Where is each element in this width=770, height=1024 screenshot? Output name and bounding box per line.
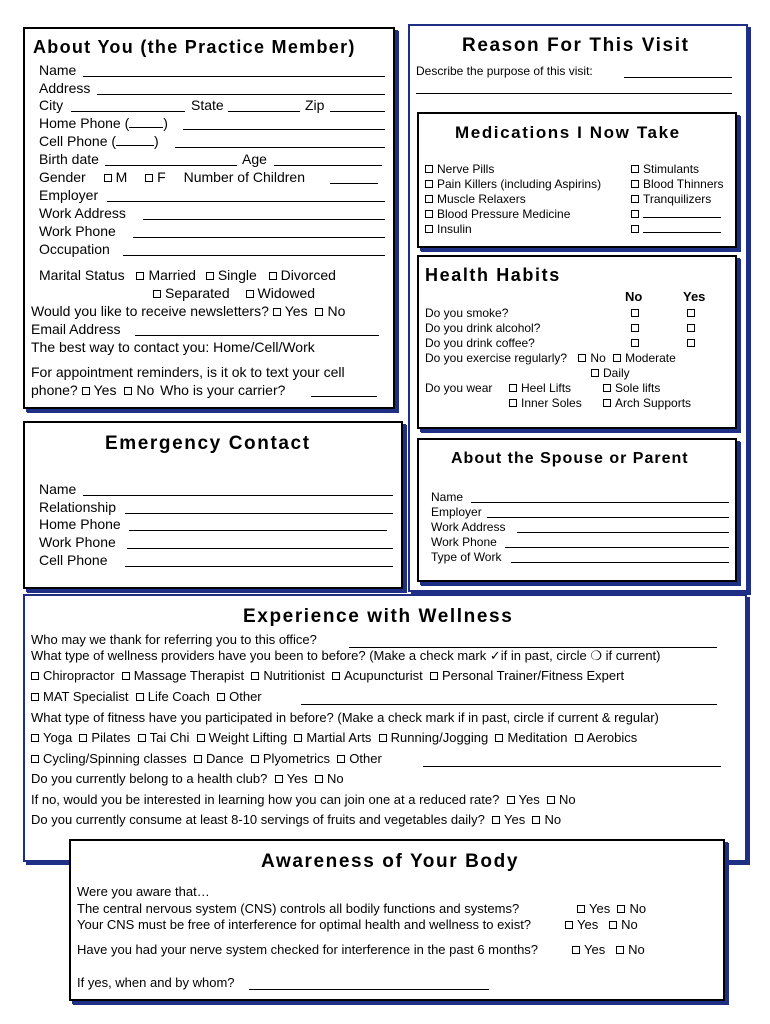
massage-checkbox[interactable] [122, 672, 130, 680]
birth-date-label: Birth date [39, 151, 99, 167]
awareness-q2-answers: Yes No [565, 918, 638, 932]
med-checkbox[interactable] [631, 180, 639, 188]
address-label: Address [39, 80, 91, 96]
wear-arch-supports: Arch Supports [603, 396, 691, 410]
awareness-q4-field[interactable] [249, 989, 489, 990]
med-stimulants: Stimulants [631, 162, 699, 176]
awareness-q2: Your CNS must be free of interference for optimal health and wellness to exist? [77, 917, 532, 932]
providers-row-1: Chiropractor Massage Therapist Nutritionist Acupuncturist Personal Trainer/Fitness Expert [31, 669, 624, 683]
tai-chi-checkbox[interactable] [138, 734, 146, 742]
emergency-home-phone-field[interactable] [129, 530, 387, 531]
med-checkbox[interactable] [425, 180, 433, 188]
work-phone-label: Work Phone [39, 223, 116, 239]
divorced-checkbox[interactable] [269, 272, 277, 280]
exercise-no-checkbox[interactable] [578, 354, 586, 362]
q3-yes-checkbox[interactable] [572, 946, 580, 954]
medications-title: Medications I Now Take [455, 123, 681, 142]
health-habits-title: Health Habits [425, 265, 561, 285]
smoke-q: Do you smoke? [425, 306, 509, 320]
wellness-title: Experience with Wellness [243, 606, 514, 627]
acupuncturist-checkbox[interactable] [332, 672, 340, 680]
employer-label: Employer [39, 187, 99, 203]
med-checkbox[interactable] [425, 225, 433, 233]
club-yes-checkbox[interactable] [275, 775, 283, 783]
contact-preference: The best way to contact you: Home/Cell/Work [31, 339, 315, 355]
spouse-work-address-label: Work Address [431, 520, 506, 534]
zip-field[interactable] [330, 111, 385, 112]
spouse-title: About the Spouse or Parent [451, 450, 689, 467]
alcohol-yes-checkbox[interactable] [687, 324, 695, 332]
wellness-section [23, 594, 747, 862]
fitness-row-2: Cycling/Spinning classes Dance Plyometrics Other [31, 752, 382, 766]
occupation-field[interactable] [123, 255, 385, 256]
wear-heel-lifts: Heel Lifts [509, 381, 571, 395]
sole-lifts-checkbox[interactable] [603, 384, 611, 392]
running-checkbox[interactable] [379, 734, 387, 742]
med-blood-pressure: Blood Pressure Medicine [425, 207, 570, 221]
cell-phone-label: Cell Phone ( ) [39, 133, 159, 149]
weight-lifting-checkbox[interactable] [197, 734, 205, 742]
providers-row-2: MAT Specialist Life Coach Other [31, 690, 262, 704]
medications-section [417, 112, 737, 248]
married-checkbox[interactable] [136, 272, 144, 280]
awareness-q4: If yes, when and by whom? [77, 975, 235, 990]
text-reminder-row: phone? Yes No Who is your carrier? [31, 382, 286, 398]
emergency-relationship-label: Relationship [39, 499, 117, 515]
reason-title: Reason For This Visit [462, 35, 690, 56]
med-checkbox[interactable] [425, 210, 433, 218]
yoga-checkbox[interactable] [31, 734, 39, 742]
emergency-name-label: Name [39, 481, 77, 497]
home-phone-field[interactable] [183, 129, 385, 130]
med-insulin: Insulin [425, 222, 472, 236]
med-blood-thinners: Blood Thinners [631, 177, 724, 191]
martial-arts-checkbox[interactable] [294, 734, 302, 742]
emergency-work-phone-field[interactable] [127, 548, 393, 549]
reason-field-1[interactable] [624, 77, 732, 78]
marital-status-row-2: Separated Widowed [153, 285, 315, 301]
cycling-checkbox[interactable] [31, 755, 39, 763]
emergency-cell-phone-field[interactable] [125, 566, 393, 567]
occupation-label: Occupation [39, 241, 110, 257]
gender-row: Gender M F Number of Children [39, 169, 305, 185]
spouse-work-address-field[interactable] [517, 532, 729, 533]
med-other-1 [631, 207, 721, 221]
alcohol-no-checkbox[interactable] [631, 324, 639, 332]
alcohol-q: Do you drink alcohol? [425, 321, 541, 335]
q2-no-checkbox[interactable] [609, 921, 617, 929]
coffee-yes-checkbox[interactable] [687, 339, 695, 347]
inner-soles-checkbox[interactable] [509, 399, 517, 407]
newsletter-row: Would you like to receive newsletters? Yes No [31, 303, 346, 319]
med-checkbox[interactable] [425, 195, 433, 203]
chiropractor-checkbox[interactable] [31, 672, 39, 680]
spouse-type-of-work-field[interactable] [511, 562, 729, 563]
spouse-name-field[interactable] [471, 502, 729, 503]
emergency-name-field[interactable] [83, 495, 393, 496]
habits-col-no: No [625, 289, 643, 304]
health-club-row: Do you currently belong to a health club? Yes No [31, 771, 344, 786]
state-label: State [191, 97, 224, 113]
emergency-work-phone-label: Work Phone [39, 534, 116, 550]
spouse-employer-field[interactable] [487, 517, 729, 518]
coffee-no-checkbox[interactable] [631, 339, 639, 347]
reason-field-2[interactable] [416, 93, 732, 94]
emergency-cell-phone-label: Cell Phone [39, 552, 108, 568]
birth-date-field[interactable] [105, 165, 237, 166]
carrier-field[interactable] [311, 396, 377, 397]
home-phone-label: Home Phone ( ) [39, 115, 168, 131]
address-field[interactable] [97, 94, 385, 95]
name-field[interactable] [83, 76, 385, 77]
wear-q: Do you wear [425, 381, 493, 395]
spouse-employer-label: Employer [431, 505, 482, 519]
reason-describe-label: Describe the purpose of this visit: [416, 64, 593, 78]
arch-supports-checkbox[interactable] [603, 399, 611, 407]
fruits-row: Do you currently consume at least 8-10 servings of fruits and vegetables daily? Yes No [31, 812, 562, 827]
health-habits-section [417, 255, 737, 429]
med-tranquilizers: Tranquilizers [631, 192, 711, 206]
awareness-title: Awareness of Your Body [261, 851, 519, 872]
city-label: City [39, 97, 64, 113]
awareness-q1: The central nervous system (CNS) controls all bodily functions and systems? [77, 901, 520, 916]
med-nerve-pills: Nerve Pills [425, 162, 494, 176]
wear-inner-soles: Inner Soles [509, 396, 582, 410]
fruits-no-checkbox[interactable] [532, 816, 540, 824]
spouse-work-phone-label: Work Phone [431, 535, 497, 549]
fruits-yes-checkbox[interactable] [492, 816, 500, 824]
exercise-daily-checkbox[interactable] [591, 369, 599, 377]
awareness-section [69, 839, 725, 1001]
emergency-title: Emergency Contact [105, 433, 311, 454]
state-field[interactable] [228, 111, 300, 112]
about-you-section [23, 27, 395, 409]
awareness-q3-answers: Yes No [572, 943, 645, 957]
smoke-no-checkbox[interactable] [631, 309, 639, 317]
mat-specialist-checkbox[interactable] [31, 693, 39, 701]
med-checkbox[interactable] [425, 165, 433, 173]
work-phone-field[interactable] [133, 237, 385, 238]
name-label: Name [39, 62, 77, 78]
q2-yes-checkbox[interactable] [565, 921, 573, 929]
med-checkbox[interactable] [631, 210, 639, 218]
text-yes-checkbox[interactable] [82, 387, 90, 395]
reduced-no-checkbox[interactable] [547, 796, 555, 804]
awareness-q1-answers: Yes No [577, 902, 646, 916]
provider-other-field[interactable] [301, 704, 717, 705]
awareness-intro: Were you aware that… [77, 884, 210, 899]
wear-sole-lifts: Sole lifts [603, 381, 660, 395]
club-no-checkbox[interactable] [315, 775, 323, 783]
reduced-yes-checkbox[interactable] [507, 796, 515, 804]
work-address-field[interactable] [143, 219, 385, 220]
zip-label: Zip [305, 97, 325, 113]
fitness-other-checkbox[interactable] [337, 755, 345, 763]
life-coach-checkbox[interactable] [136, 693, 144, 701]
spouse-section [417, 438, 737, 582]
q1-yes-checkbox[interactable] [577, 905, 585, 913]
fitness-row-1: Yoga Pilates Tai Chi Weight Lifting Martial Arts Running/Jogging Meditation Aerobics [31, 731, 637, 745]
med-other-2 [631, 222, 721, 236]
newsletter-no-checkbox[interactable] [315, 308, 323, 316]
text-reminder-q: For appointment reminders, is it ok to text your cell [31, 364, 345, 380]
work-address-label: Work Address [39, 205, 126, 221]
coffee-q: Do you drink coffee? [425, 336, 535, 350]
city-field[interactable] [71, 111, 185, 112]
emergency-relationship-field[interactable] [125, 513, 393, 514]
plyometrics-checkbox[interactable] [251, 755, 259, 763]
employer-field[interactable] [107, 201, 385, 202]
emergency-contact-section [23, 421, 403, 589]
spouse-work-phone-field[interactable] [505, 547, 729, 548]
exercise-row: Do you exercise regularly? No Moderate [425, 351, 676, 365]
fitness-other-field[interactable] [423, 766, 721, 767]
med-muscle-relaxers: Muscle Relaxers [425, 192, 526, 206]
awareness-q3: Have you had your nerve system checked for interference in the past 6 months? [77, 942, 539, 957]
exercise-daily: Daily [591, 366, 630, 380]
heel-lifts-checkbox[interactable] [509, 384, 517, 392]
marital-status-row: Marital Status Married Single Divorced [39, 267, 336, 283]
reduced-rate-row: If no, would you be interested in learning how you can join one at a reduced rate? Yes No [31, 792, 576, 807]
provider-other-checkbox[interactable] [217, 693, 225, 701]
separated-checkbox[interactable] [153, 290, 161, 298]
med-pain-killers: Pain Killers (including Aspirins) [425, 177, 601, 191]
nutritionist-checkbox[interactable] [251, 672, 259, 680]
q3-no-checkbox[interactable] [616, 946, 624, 954]
cell-phone-field[interactable] [175, 147, 385, 148]
meditation-checkbox[interactable] [495, 734, 503, 742]
pilates-checkbox[interactable] [79, 734, 87, 742]
med-checkbox[interactable] [631, 195, 639, 203]
gender-f-checkbox[interactable] [145, 174, 153, 182]
med-checkbox[interactable] [631, 165, 639, 173]
emergency-home-phone-label: Home Phone [39, 516, 121, 532]
single-checkbox[interactable] [206, 272, 214, 280]
children-field[interactable] [330, 183, 378, 184]
newsletter-yes-checkbox[interactable] [273, 308, 281, 316]
age-field[interactable] [274, 165, 382, 166]
email-label: Email Address [31, 321, 121, 337]
gender-m-checkbox[interactable] [104, 174, 112, 182]
med-checkbox[interactable] [631, 225, 639, 233]
q1-no-checkbox[interactable] [617, 905, 625, 913]
habits-col-yes: Yes [683, 289, 706, 304]
personal-trainer-checkbox[interactable] [430, 672, 438, 680]
aerobics-checkbox[interactable] [575, 734, 583, 742]
spouse-name-label: Name [431, 490, 464, 504]
exercise-moderate-checkbox[interactable] [613, 354, 621, 362]
age-label: Age [242, 151, 267, 167]
providers-q: What type of wellness providers have you been to before? (Make a check mark ✓if in past, circle ❍ if current) [31, 648, 661, 663]
about-you-title: About You (the Practice Member) [33, 37, 356, 57]
spouse-type-of-work-label: Type of Work [431, 550, 502, 564]
fitness-q: What type of fitness have you participated in before? (Make a check mark if in past, circle if current & regular) [31, 710, 659, 725]
email-field[interactable] [135, 335, 379, 336]
text-no-checkbox[interactable] [124, 387, 132, 395]
widowed-checkbox[interactable] [246, 290, 254, 298]
dance-checkbox[interactable] [194, 755, 202, 763]
smoke-yes-checkbox[interactable] [687, 309, 695, 317]
referral-q: Who may we thank for referring you to this office? [31, 632, 317, 647]
